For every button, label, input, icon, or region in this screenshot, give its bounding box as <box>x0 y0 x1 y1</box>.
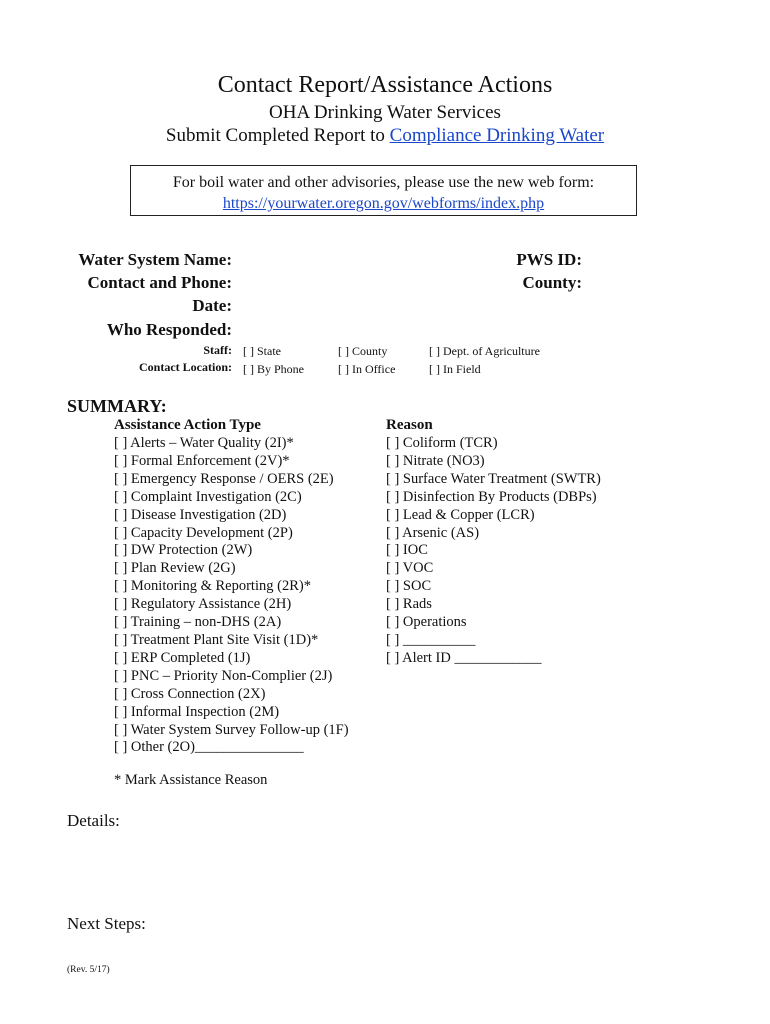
action-type-checkbox[interactable]: [ ] Complaint Investigation (2C) <box>114 488 302 505</box>
action-type-checkbox[interactable]: [ ] Other (2O)_______________ <box>114 739 304 756</box>
submit-line <box>0 125 770 147</box>
page-title: Contact Report/Assistance Actions <box>217 72 553 98</box>
reason-checkbox[interactable]: [ ] Disinfection By Products (DBPs) <box>386 488 597 505</box>
staff-dept-agriculture-checkbox[interactable]: [ ] Dept. of Agriculture <box>429 344 540 358</box>
action-type-checkbox[interactable]: [ ] PNC – Priority Non-Complier (2J) <box>114 667 333 684</box>
action-type-checkbox[interactable]: [ ] Informal Inspection (2M) <box>114 703 280 720</box>
reason-checkbox[interactable]: [ ] Lead & Copper (LCR) <box>386 506 535 523</box>
location-in-field-checkbox[interactable]: [ ] In Field <box>429 362 481 376</box>
staff-county-checkbox[interactable]: [ ] County <box>338 344 388 358</box>
action-type-checkbox[interactable]: [ ] ERP Completed (1J) <box>114 649 251 666</box>
reason-checkbox[interactable]: [ ] VOC <box>386 560 434 577</box>
date-label: Date: <box>192 296 232 315</box>
contact-phone-label: Contact and Phone: <box>87 273 232 292</box>
reason-checkbox[interactable]: [ ] IOC <box>386 542 428 559</box>
action-type-checkbox[interactable]: [ ] Regulatory Assistance (2H) <box>114 596 292 613</box>
summary-heading: SUMMARY: <box>67 396 167 416</box>
webform-link[interactable]: https://yourwater.oregon.gov/webforms/index.php <box>222 195 545 212</box>
reason-checkbox[interactable]: [ ] SOC <box>386 578 432 595</box>
details-label: Details: <box>67 811 120 830</box>
reason-checkbox[interactable]: [ ] Coliform (TCR) <box>386 435 498 451</box>
reason-checkbox[interactable]: [ ] Arsenic (AS) <box>386 524 480 541</box>
action-type-checkbox[interactable]: [ ] DW Protection (2W) <box>114 542 253 559</box>
pws-id-label: PWS ID: <box>516 250 582 269</box>
action-type-checkbox[interactable]: [ ] Monitoring & Reporting (2R)* <box>114 578 311 595</box>
reason-checkbox[interactable]: [ ] Operations <box>386 614 467 631</box>
reason-checkbox[interactable]: [ ] Rads <box>386 596 432 613</box>
assistance-reason-note: * Mark Assistance Reason <box>114 772 268 788</box>
reason-checkbox[interactable]: [ ] Nitrate (NO3) <box>386 452 485 469</box>
next-steps-label: Next Steps: <box>67 914 146 933</box>
reason-checkbox[interactable]: [ ] Alert ID ____________ <box>386 649 542 666</box>
contact-location-label: Contact Location: <box>139 360 232 374</box>
who-responded-label: Who Responded: <box>106 320 232 339</box>
action-type-list <box>114 435 349 757</box>
action-type-heading: Assistance Action Type <box>114 417 261 433</box>
action-type-checkbox[interactable]: [ ] Alerts – Water Quality (2I)* <box>114 435 294 451</box>
action-type-checkbox[interactable]: [ ] Cross Connection (2X) <box>114 685 266 702</box>
action-type-checkbox[interactable]: [ ] Treatment Plant Site Visit (1D)* <box>114 631 319 648</box>
action-type-checkbox[interactable]: [ ] Capacity Development (2P) <box>114 524 293 541</box>
submit-prefix: Submit Completed Report to <box>165 125 390 146</box>
reason-checkbox[interactable]: [ ] Surface Water Treatment (SWTR) <box>386 470 601 487</box>
location-in-office-checkbox[interactable]: [ ] In Office <box>338 362 396 376</box>
action-type-checkbox[interactable]: [ ] Plan Review (2G) <box>114 560 236 577</box>
reason-list <box>386 435 601 668</box>
action-type-checkbox[interactable]: [ ] Emergency Response / OERS (2E) <box>114 470 334 487</box>
action-type-checkbox[interactable]: [ ] Disease Investigation (2D) <box>114 506 287 523</box>
reason-heading: Reason <box>386 417 433 433</box>
page-subtitle: OHA Drinking Water Services <box>269 102 501 123</box>
action-type-checkbox[interactable]: [ ] Water System Survey Follow-up (1F) <box>114 721 349 738</box>
advisory-notice-text: For boil water and other advisories, please use the new web form: <box>172 174 595 191</box>
staff-label: Staff: <box>203 343 232 357</box>
compliance-link[interactable]: Compliance Drinking Water <box>389 125 605 146</box>
reason-checkbox[interactable]: [ ] __________ <box>386 631 476 648</box>
staff-state-checkbox[interactable]: [ ] State <box>243 344 281 358</box>
revision-label: (Rev. 5/17) <box>67 965 110 975</box>
advisory-notice-box <box>130 165 637 216</box>
water-system-name-label: Water System Name: <box>78 250 232 269</box>
location-by-phone-checkbox[interactable]: [ ] By Phone <box>243 362 304 376</box>
action-type-checkbox[interactable]: [ ] Formal Enforcement (2V)* <box>114 452 290 469</box>
county-label: County: <box>522 273 582 292</box>
action-type-checkbox[interactable]: [ ] Training – non-DHS (2A) <box>114 614 282 631</box>
